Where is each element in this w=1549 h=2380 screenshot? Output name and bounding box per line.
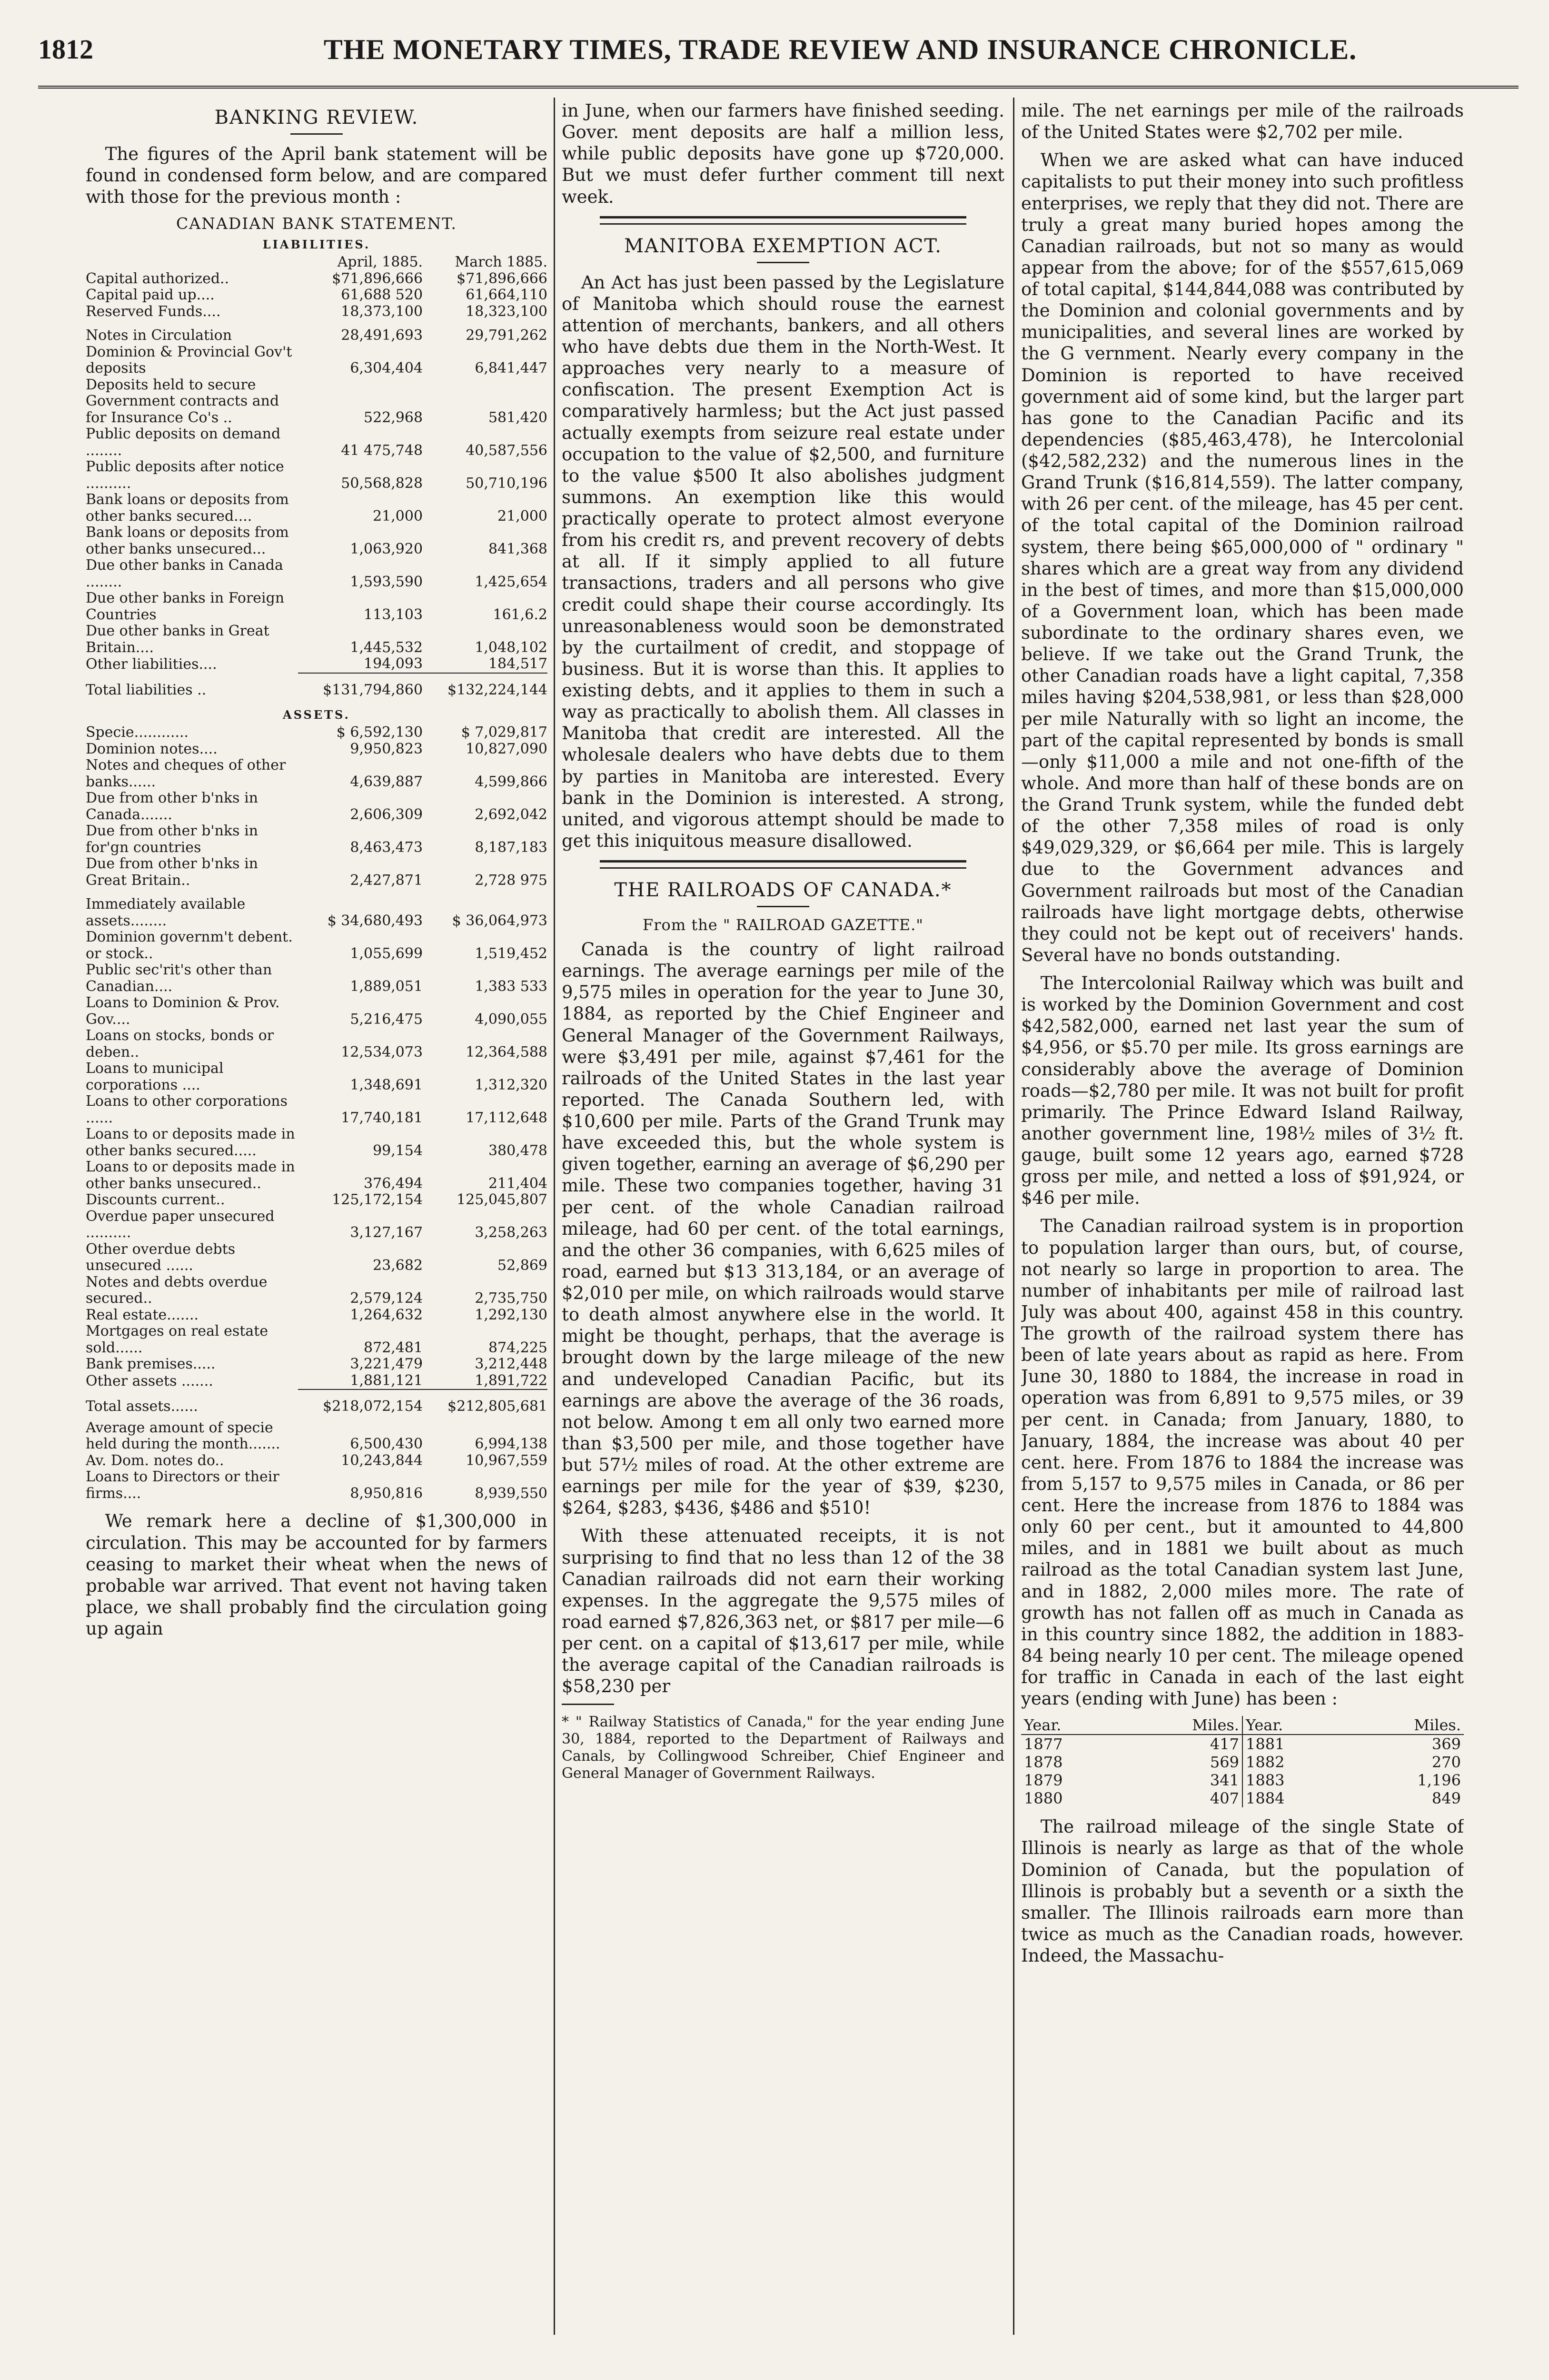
statement-row <box>86 1093 547 1126</box>
row-label: Loans to Dominion & Prov. Gov.... <box>86 994 280 1028</box>
row-label: Due from other b'nks in Canada....... <box>86 790 258 823</box>
statement-row <box>86 1028 547 1061</box>
april-value: 1,889,051 <box>350 978 423 995</box>
row-label: Due other banks in Canada ........ <box>86 557 283 590</box>
statement-row <box>86 1192 547 1209</box>
row-label: Discounts current.. <box>86 1191 225 1209</box>
manitoba-heading: MANITOBA EXEMPTION ACT. <box>624 235 942 257</box>
mileage-year: 1881 <box>1242 1735 1344 1753</box>
row-label: Due other banks in Foreign Countries <box>86 590 285 623</box>
journal-title: THE MONETARY TIMES, TRADE REVIEW AND INSURANCE CHRONICLE. <box>323 34 1357 65</box>
column-rule <box>1013 98 1014 2335</box>
statement-row <box>86 1126 547 1159</box>
heading-rule <box>290 133 343 135</box>
railroads-source: From the " RAILROAD GAZETTE." <box>643 916 923 934</box>
row-label: Loans to Directors or their firms.... <box>86 1468 279 1502</box>
march-value: 1,519,452 <box>475 945 547 962</box>
statement-title: CANADIAN BANK STATEMENT. <box>176 214 457 233</box>
railroads-paragraph-3: mile. The net earnings per mile of the railroads of the United States were $2,702 per mile. <box>1021 100 1464 143</box>
march-value: 1,383 533 <box>475 978 547 995</box>
march-value: 380,478 <box>488 1142 547 1159</box>
mileage-year: 1877 <box>1024 1735 1063 1754</box>
banking-review-heading: BANKING REVIEW. <box>214 107 419 129</box>
april-value: $ 34,680,493 <box>327 912 423 929</box>
row-label: Bank loans or deposits from other banks unsecured... <box>86 524 289 557</box>
april-value: 50,568,828 <box>341 475 423 492</box>
row-label: Capital authorized.. <box>86 270 229 287</box>
statement-row <box>86 320 547 344</box>
banking-remark-continued: in June, when our farmers have finished seeding. Gover. ment deposits are half a million less, while public deposits have gone up $720,000. But we must defer further comment till next week. <box>562 100 1004 207</box>
page-number: 1812 <box>38 34 93 65</box>
railroads-heading: THE RAILROADS OF CANADA.* <box>614 879 952 901</box>
row-label: Specie............ <box>86 724 189 741</box>
march-value: 841,368 <box>488 540 547 557</box>
statement-row <box>86 287 547 304</box>
row-label: Dominion & Provincial Gov't deposits <box>86 343 292 377</box>
march-value: 1,891,722 <box>475 1372 547 1389</box>
statement-row <box>86 1209 547 1241</box>
statement-row <box>86 741 547 758</box>
row-label: Notes and debts overdue secured.. <box>86 1273 268 1307</box>
statement-row <box>86 525 547 557</box>
mileage-row <box>1021 1735 1464 1753</box>
april-value: 1,063,920 <box>350 540 423 557</box>
april-value: 5,216,475 <box>350 1011 423 1028</box>
assets-label: ASSETS. <box>283 708 350 722</box>
april-value: 522,968 <box>364 409 423 426</box>
statement-row <box>86 929 547 962</box>
statement-row <box>86 962 547 995</box>
march-value: 12,364,588 <box>466 1043 547 1061</box>
march-value: 6,841,447 <box>475 360 547 377</box>
row-label: Av. Dom. notes do.. <box>86 1452 224 1469</box>
row-label: Deposits held to secure Government contracts and for Insurance Co's .. <box>86 376 279 426</box>
april-value: 99,154 <box>373 1142 423 1159</box>
mileage-miles: 341 <box>1210 1771 1239 1790</box>
mileage-year: 1880 <box>1024 1789 1063 1808</box>
statement-row <box>86 1159 547 1192</box>
march-value: 211,404 <box>488 1175 547 1192</box>
april-value: 194,093 <box>364 655 423 673</box>
april-value: 18,373,100 <box>341 303 423 320</box>
row-label: Real estate....... <box>86 1306 199 1323</box>
row-label: Other liabilities.... <box>86 656 217 673</box>
railroads-footnote: * " Railway Statistics of Canada," for the year ending June 30, 1884, reported to the Department of Railways and Canals, by Collingwood Schreiber, Chief Engineer and General Manager of Government Railways. <box>562 1714 1004 1782</box>
april-value: 1,264,632 <box>350 1306 423 1323</box>
mileage-year: 1883 <box>1242 1771 1344 1789</box>
row-label: Other assets ....... <box>86 1372 213 1389</box>
april-value: 1,881,121 <box>350 1372 423 1389</box>
row-label: Total assets...... <box>86 1398 198 1415</box>
march-value: 161,6.2 <box>493 606 547 623</box>
mileage-miles: 369 <box>1431 1735 1461 1754</box>
statement-row <box>86 304 547 320</box>
april-value: 21,000 <box>373 507 423 525</box>
march-value: $132,224,144 <box>423 673 547 704</box>
mileage-miles: 849 <box>1431 1789 1461 1808</box>
march-value: 1,048,102 <box>475 639 547 656</box>
statement-row <box>86 724 547 741</box>
statement-row <box>86 889 547 929</box>
row-label: Loans to municipal corporations .... <box>86 1060 224 1093</box>
heading-rule <box>757 262 809 263</box>
march-value: 2,735,750 <box>475 1290 547 1307</box>
total-assets-row <box>86 1389 547 1420</box>
mileage-header-miles: Miles. <box>1122 1716 1242 1735</box>
statement-row <box>86 426 547 459</box>
railroads-paragraph-2: With these attenuated receipts, it is not surprising to find that no less than 12 of the 38 Canadian railroads did not earn their working expenses. In the aggregate the 9,575 miles of road earned $7,826,363 net, or $817 per mile—6 per cent. on a capital of $13,617 per mile, while the average capital of the Canadian railroads is $58,230 per <box>562 1526 1004 1697</box>
railroads-paragraph-5: The Intercolonial Railway which was built and is worked by the Dominion Government and cost $42,582,000, earned net last year the sum of $4,956, or $5.70 per mile. Its gross earnings are considerably above the average of Dominion roads—$2,780 per mile. It was not built for profit primarily. The Prince Edward Island Railway, another government line, 198½ miles of 3½ ft. gauge, built some 12 years ago, earned $728 gross per mile, and netted a loss of $91,924, or $46 per mile. <box>1021 973 1464 1209</box>
april-value: 872,481 <box>364 1339 423 1356</box>
railroads-paragraph-4: When we are asked what can have induced capitalists to put their money into such profitless enterprises, we reply that they did not. There are truly a great many buried hopes among the Canadian railroads, but not so many as would appear from the above; for of the $557,615,069 of total capital, $144,844,088 was contributed by the Dominion and colonial governments and by municipalities, and several lines are worked by the G vernment. Nearly every company in the Dominion is reported to have received government aid of some kind, but the larger part has gone to the Canadian Pacific and its dependencies ($85,463,478), he Intercolonial ($42,582,232) and the numerous lines in the Grand Trunk ($16,814,559). The latter company, with 26 per cent. of the mileage, has 45 per cent. of the total capital of the Dominion railroad system, there being $65,000,000 of " ordinary " shares which are a great way from any dividend in the best of times, and more than $15,000,000 of a Government loan, which has been made subordinate to the ordinary shares even, we believe. If we take out the Grand Trunk, the other Canadian roads have a light capital, 7,358 miles having $204,538,981, or less than $28,000 per mile Naturally with so light an income, the part of the capital represented by bonds is small—only $11,000 a mile and not one-fifth of the whole. And more than half of these bonds are on the Grand Trunk system, while the funded debt of the other 7,358 miles of road is only $49,029,329, or $6,664 per mile. This is largely due to the Government advances and Government railroads but most of the Canadian railroads have light mortgage debts, otherwise they could not be kept out of receivers' hands. Several have no bonds outstanding. <box>1021 150 1464 965</box>
april-value: $131,794,860 <box>298 673 423 704</box>
march-value: 4,599,866 <box>475 773 547 790</box>
april-value: 3,221,479 <box>350 1356 423 1373</box>
march-value: 10,827,090 <box>466 740 547 757</box>
april-value: 17,740,181 <box>341 1109 423 1126</box>
march-value: $ 7,029,817 <box>461 724 547 741</box>
march-value: 40,587,556 <box>466 442 547 459</box>
march-value: 184,517 <box>488 655 547 673</box>
mileage-year: 1884 <box>1242 1789 1344 1807</box>
statement-row <box>86 1453 547 1469</box>
railroads-paragraph-7: The railroad mileage of the single State of Illinois is nearly as large as that of the whole Dominion of Canada, but the population of Illinois is probably but a seventh or a sixth the smaller. The Illinois railroads earn more than twice as much as the Canadian roads, however. Indeed, the Massachu- <box>1021 1816 1464 1966</box>
mileage-row <box>1021 1789 1464 1807</box>
statement-row <box>86 823 547 856</box>
march-value: $ 36,064,973 <box>452 912 547 929</box>
mileage-header-year: Year. <box>1021 1716 1122 1735</box>
april-value: 113,103 <box>364 606 423 623</box>
april-value: 1,593,590 <box>350 573 423 590</box>
row-label: Loans to or deposits made in other banks secured..... <box>86 1126 295 1159</box>
masthead <box>38 29 1519 89</box>
bank-assets-table <box>86 724 547 1502</box>
april-value: 6,304,404 <box>350 360 423 377</box>
march-value: 1,312,320 <box>475 1076 547 1093</box>
april-value: 3,127,167 <box>350 1224 423 1241</box>
april-value: 1,348,691 <box>350 1076 423 1093</box>
statement-row <box>86 377 547 426</box>
banking-intro: The figures of the April bank statement will be found in condensed form below, and are compared with those for the previous month : <box>86 144 547 208</box>
row-label: Capital paid up.... <box>86 287 215 304</box>
april-value: 2,606,309 <box>350 806 423 823</box>
march-value: 874,225 <box>488 1339 547 1356</box>
march-value: 17,112,648 <box>466 1109 547 1126</box>
statement-row <box>86 1469 547 1502</box>
row-label: Loans to other corporations ...... <box>86 1093 288 1126</box>
march-value: 2,728 975 <box>475 872 547 889</box>
column-header-march: March 1885. <box>455 254 547 271</box>
column-1 <box>86 100 547 2337</box>
statement-row <box>86 757 547 790</box>
march-value: 6,994,138 <box>475 1436 547 1453</box>
row-label: Dominion governm't debent. or stock.. <box>86 929 293 962</box>
march-value: 581,420 <box>488 409 547 426</box>
statement-row <box>86 656 547 673</box>
railroads-paragraph-1: Canada is the country of light railroad earnings. The average earnings per mile of the 9,575 miles in operation for the year to June 30, 1884, as reported by the Chief Engineer and General Manager of the Government Railways, were $3,491 per mile, against $7,461 for the railroads of the United States in the last year reported. The Canada Southern led, with $10,600 per mile. Parts of the Grand Trunk may have exceeded this, but the whole system is given together, earning an average of $6,290 per mile. These two companies together, having 31 per cent. of the whole Canadian railroad mileage, had 60 per cent. of the total earnings, and the other 36 companies, with 6,625 miles of road, earned but $13 313,184, or an average of $2,010 per mile, on which railroads would starve to death almost anywhere else in the world. It might be thought, perhaps, that the average is brought down by the large mileage of the new and undeveloped Canadian Pacific, but its earnings are above the average of the 36 roads, not below. Among t em all only two earned more than $3,500 per mile, and those together have but 57½ miles of road. At the other extreme are earnings per mile for the year of $39, $230, $264, $283, $436, $486 and $510! <box>562 939 1004 1518</box>
statement-row <box>86 557 547 590</box>
statement-row <box>86 1373 547 1390</box>
statement-row <box>86 1356 547 1373</box>
statement-row <box>86 790 547 823</box>
april-value: 2,427,871 <box>350 872 423 889</box>
march-value: 21,000 <box>497 507 547 525</box>
mileage-miles: 407 <box>1210 1789 1239 1808</box>
mileage-header-miles: Miles. <box>1344 1716 1464 1735</box>
row-label: Due from other b'nks in Great Britain.. <box>86 855 258 889</box>
april-value: 1,445,532 <box>350 639 423 656</box>
april-value: 9,950,823 <box>350 740 423 757</box>
row-label: Total liabilities .. <box>86 681 207 698</box>
statement-row <box>86 590 547 623</box>
mileage-miles: 417 <box>1210 1735 1239 1754</box>
heading-rule <box>757 906 809 907</box>
march-value: 61,664,110 <box>466 287 547 304</box>
april-value: 23,682 <box>373 1257 423 1274</box>
april-value: 10,243,844 <box>341 1452 423 1469</box>
april-value: 8,950,816 <box>350 1485 423 1502</box>
row-label: Public deposits after notice .......... <box>86 458 284 492</box>
column-2 <box>562 100 1004 2337</box>
section-divider <box>600 216 966 225</box>
march-value: 52,869 <box>497 1257 547 1274</box>
april-value: 1,055,699 <box>350 945 423 962</box>
mileage-year: 1878 <box>1024 1753 1063 1772</box>
april-value: 376,494 <box>364 1175 423 1192</box>
row-label: Notes in Circulation <box>86 327 232 344</box>
april-value: $218,072,154 <box>298 1389 423 1420</box>
row-label: Loans to or deposits made in other banks unsecured.. <box>86 1159 295 1192</box>
railroads-paragraph-6: The Canadian railroad system is in proportion to population larger than ours, but, of course, not nearly so large in proportion to area. The number of inhabitants per mile of railroad last July was about 400, against 458 in this country. The growth of the railroad system there has been of late years about as rapid as here. From June 30, 1880 to 1884, the increase in road in operation was from 6,891 to 9,575 miles, or 39 per cent. in Canada; from January, 1880, to January, 1884, the increase was about 40 per cent. here. From 1876 to 1884 the increase was from 5,157 to 9,575 miles in Canada, or 86 per cent. Here the increase from 1876 to 1884 was only 60 per cent., but it amounted to 44,800 miles, and in 1881 we built about as much railroad as the total Canadian system last June, and in 1882, 2,000 miles more. The rate of growth has not fallen off as much in Canada as in this country since 1882, the addition in 1883-84 being nearly 10 per cent. The mileage opened for traffic in Canada in each of the last eight years (ending with June) has been : <box>1021 1216 1464 1709</box>
row-label: Bank premises..... <box>86 1356 216 1373</box>
april-value: $71,896,666 <box>332 270 423 287</box>
row-label: Other overdue debts unsecured ...... <box>86 1240 236 1274</box>
statement-row <box>86 1274 547 1307</box>
row-label: Mortgages on real estate sold...... <box>86 1323 268 1356</box>
mileage-year: 1879 <box>1024 1771 1063 1790</box>
april-value: 4,639,887 <box>350 773 423 790</box>
march-value: 8,939,550 <box>475 1485 547 1502</box>
mileage-miles: 569 <box>1210 1753 1239 1772</box>
row-label: Public deposits on demand ........ <box>86 426 281 459</box>
column-rule <box>554 98 555 2335</box>
april-value: 6,500,430 <box>350 1436 423 1453</box>
row-label: Public sec'rit's other than Canadian.... <box>86 962 272 995</box>
statement-row <box>86 1307 547 1324</box>
march-value: 2,692,042 <box>475 806 547 823</box>
statement-row <box>86 271 547 288</box>
row-label: Average amount of specie held during the month....... <box>86 1419 280 1453</box>
march-value: 10,967,559 <box>466 1452 547 1469</box>
statement-row <box>86 1323 547 1356</box>
row-label: Reserved Funds.... <box>86 303 221 320</box>
liabilities-label: LIABILITIES. <box>262 238 371 252</box>
row-label: Immediately available assets........ <box>86 896 246 929</box>
april-value: 41 475,748 <box>341 442 423 459</box>
manitoba-body: An Act has just been passed by the Legislature of Manitoba which should rouse the earnest attention of merchants, bankers, and all others who have debts due them in the North-West. It approaches very nearly to a measure of confiscation. The present Exemption Act is comparatively harmless; but the Act just passed actually exempts from seizure real estate under occupation to the value of $2,500, and furniture to the value $500 It also abolishes judgment summons. An exemption like this would practically operate to protect almost everyone from his credit rs, and prevent recovery of debts at all. If it simply applied to all future transactions, traders and all persons who give credit could shape their course accordingly. Its unreasonableness would soon be demonstrated by the curtailment of credit, and stoppage of business. But it is worse than this. It applies to existing debts, and it applies to them in such a way as practically to abolish them. All classes in Manitoba that credit are interested. All the wholesale dealers who have debts due to them by parties in Manitoba are interested. Every bank in the Dominion is interested. A strong, united, and vigorous attempt should be made to get this iniquitous measure disallowed. <box>562 272 1004 851</box>
banking-remark: We remark here a decline of $1,300,000 in circulation. This may be accounted for by farmers ceasing to market their wheat when the news of probable war arrived. That event not having taken place, we shall probably find the circulation going up again <box>86 1511 547 1639</box>
march-value: 29,791,262 <box>466 327 547 344</box>
mileage-table <box>1021 1716 1464 1807</box>
statement-row <box>86 995 547 1028</box>
footnote-rule <box>562 1704 614 1705</box>
statement-row <box>86 856 547 889</box>
row-label: Dominion notes.... <box>86 740 218 757</box>
column-header-april: April, 1885. <box>337 254 423 271</box>
row-label: Overdue paper unsecured .......... <box>86 1208 275 1241</box>
row-label: Loans on stocks, bonds or deben.. <box>86 1027 274 1061</box>
mileage-miles: 270 <box>1431 1753 1461 1772</box>
april-value: 61,688 520 <box>341 287 423 304</box>
total-liabilities-row <box>86 673 547 704</box>
april-value: $ 6,592,130 <box>336 724 423 741</box>
march-value: 18,323,100 <box>466 303 547 320</box>
march-value: 4,090,055 <box>475 1011 547 1028</box>
march-value: 3,258,263 <box>475 1224 547 1241</box>
mileage-row <box>1021 1771 1464 1789</box>
statement-row <box>86 459 547 492</box>
march-value: 1,425,654 <box>475 573 547 590</box>
april-value: 2,579,124 <box>350 1290 423 1307</box>
april-value: 28,491,693 <box>341 327 423 344</box>
april-value: 12,534,073 <box>341 1043 423 1061</box>
statement-row <box>86 1061 547 1093</box>
march-value: $212,805,681 <box>423 1389 547 1420</box>
column-3 <box>1021 100 1464 2337</box>
row-label: Due other banks in Great Britain.... <box>86 623 269 656</box>
april-value: 8,463,473 <box>350 839 423 856</box>
march-value: 125,045,807 <box>457 1191 547 1209</box>
march-value: $71,896,666 <box>457 270 547 287</box>
section-divider <box>600 860 966 869</box>
statement-row <box>86 492 547 525</box>
march-value: 3,212,448 <box>475 1356 547 1373</box>
statement-row <box>86 623 547 656</box>
bank-statement-table <box>86 254 547 703</box>
march-value: 8,187,183 <box>475 839 547 856</box>
march-value: 50,710,196 <box>466 475 547 492</box>
row-label: Bank loans or deposits from other banks secured.... <box>86 491 289 525</box>
mileage-year: 1882 <box>1242 1753 1344 1771</box>
statement-row <box>86 1420 547 1453</box>
mileage-header-year: Year. <box>1242 1716 1344 1735</box>
row-label: Due from other b'nks in for'gn countries <box>86 823 258 856</box>
april-value: 125,172,154 <box>332 1191 423 1209</box>
mileage-miles: 1,196 <box>1417 1771 1461 1790</box>
statement-row <box>86 1241 547 1274</box>
row-label: Notes and cheques of other banks...... <box>86 757 286 790</box>
march-value: 1,292,130 <box>475 1306 547 1323</box>
mileage-row <box>1021 1753 1464 1771</box>
statement-row <box>86 344 547 377</box>
